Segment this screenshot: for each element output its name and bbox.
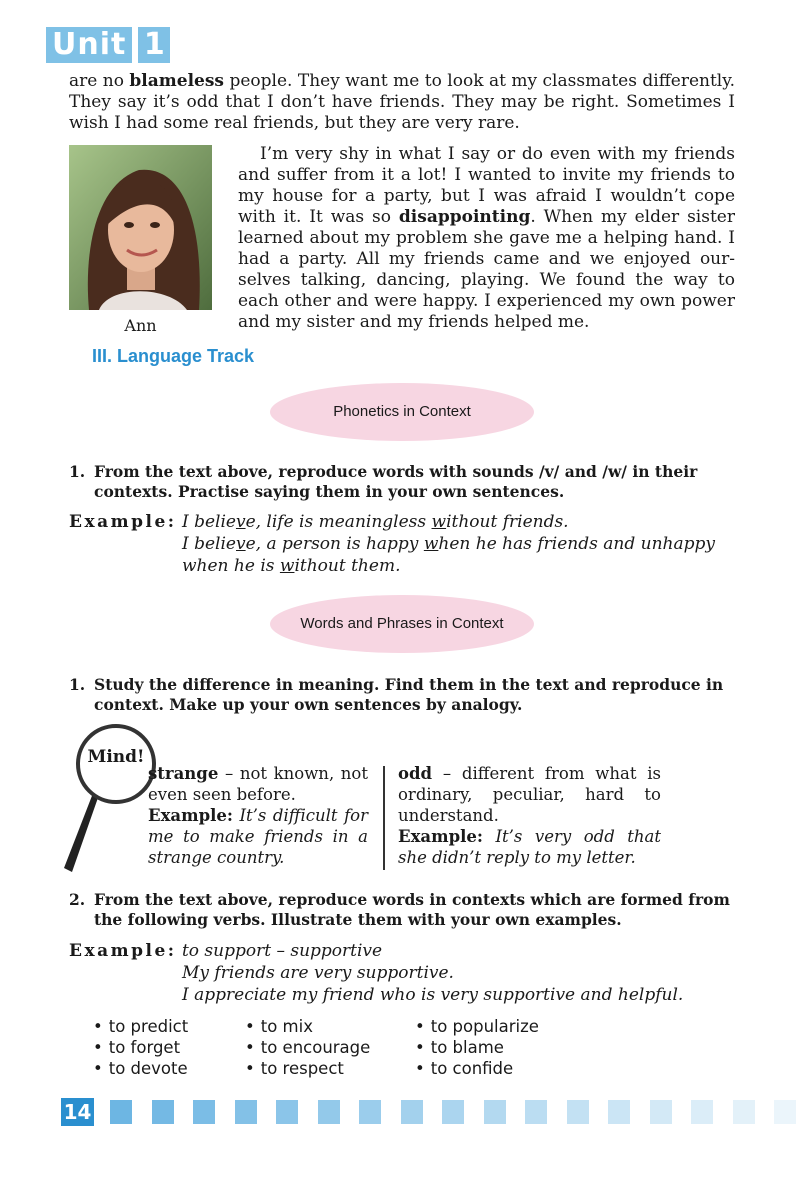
list-item: • to respect: [245, 1058, 415, 1079]
bar-square: [276, 1100, 298, 1124]
list-item: • to blame: [415, 1037, 615, 1058]
bar-square: [359, 1100, 381, 1124]
list-item: • to encourage: [245, 1037, 415, 1058]
bar-square: [442, 1100, 464, 1124]
ann-photo: [69, 145, 212, 310]
unit-label: Unit: [46, 27, 132, 63]
page-number: 14: [61, 1098, 94, 1126]
decorative-bar: [110, 1100, 800, 1124]
phonetics-example: Example: I believe, life is meaningless without friends. I believe, a person is happy when he has friends and unhappy when he is without them.: [69, 512, 715, 576]
bar-square: [110, 1100, 132, 1124]
list-item: • to mix: [245, 1016, 415, 1037]
list-item: • to popularize: [415, 1016, 615, 1037]
unit-number: 1: [138, 27, 170, 63]
bar-square: [235, 1100, 257, 1124]
words-heading: Words and Phrases in Context: [270, 595, 534, 653]
example-label: Example:: [69, 512, 177, 532]
bar-square: [484, 1100, 506, 1124]
term-odd: odd – different from what is ordinary, peculiar, hard to understand. Example: It’s very odd that she didn’t reply to my letter.: [398, 764, 661, 867]
bar-square: [567, 1100, 589, 1124]
phonetics-heading: Phonetics in Context: [270, 383, 534, 441]
words-task-1: [69, 675, 739, 715]
vocab-disappointing: disappointing: [398, 207, 531, 227]
reading-paragraph-1: are no blameless people. They want me to look at my classmates differently. They say it’s odd that I don’t have friends. They may be right. Sometimes I wish I had some real friends, but they are very rare.: [69, 71, 735, 133]
phonetics-task-1: [69, 462, 739, 502]
mind-magnifier-icon: Mind!: [76, 724, 156, 804]
example-label: Example:: [69, 941, 177, 961]
task-text: Study the difference in meaning. Find them in the text and reproduce in context. Make up your own sentences by analogy.: [94, 675, 724, 714]
bar-square: [193, 1100, 215, 1124]
bar-square: [318, 1100, 340, 1124]
bar-square: [650, 1100, 672, 1124]
list-item: • to predict: [93, 1016, 245, 1037]
bar-square: [401, 1100, 423, 1124]
words-task-2: [69, 890, 739, 930]
bar-square: [152, 1100, 174, 1124]
bar-square: [608, 1100, 630, 1124]
bar-square: [774, 1100, 796, 1124]
task-number: 1.: [69, 462, 86, 481]
verb-list: [93, 1016, 713, 1079]
column-divider: [383, 766, 385, 870]
magnifier-handle-icon: [62, 786, 102, 876]
task-number: 2.: [69, 890, 86, 909]
reading-paragraph-2: I’m very shy in what I say or do even with my friends and suffer from it a lot! I wanted to invite my friends to my house for a party, but I was afraid I wouldn’t cope with it. It was so disappointing. When my elder sister learned about my problem she gave me a helping hand. I had a party. All my friends came and we enjoyed ourselves talking, dancing, playing. We found the way to each other and were happy. I experienced my own power and my sister and my friends helped me.: [238, 144, 735, 332]
term-strange: strange – not known, not even seen before. Example: It’s difficult for me to make friends in a strange country.: [148, 764, 368, 867]
list-item: • to confide: [415, 1058, 615, 1079]
task-text: From the text above, reproduce words in contexts which are formed from the following verbs. Illustrate them with your own examples.: [94, 890, 730, 929]
list-item: • to forget: [93, 1037, 245, 1058]
words-example: Example: to support – supportive My friends are very supportive. I appreciate my friend who is very supportive and helpful.: [69, 941, 684, 1005]
list-item: • to devote: [93, 1058, 245, 1079]
photo-caption: Ann: [124, 316, 157, 335]
section-title: III. Language Track: [92, 346, 255, 366]
task-number: 1.: [69, 675, 86, 694]
vocab-blameless: blameless: [129, 71, 224, 91]
bar-square: [691, 1100, 713, 1124]
unit-header: [46, 27, 170, 63]
task-text: From the text above, reproduce words with sounds /v/ and /w/ in their contexts. Practise saying them in your own sentences.: [94, 462, 698, 501]
bar-square: [525, 1100, 547, 1124]
bar-square: [733, 1100, 755, 1124]
